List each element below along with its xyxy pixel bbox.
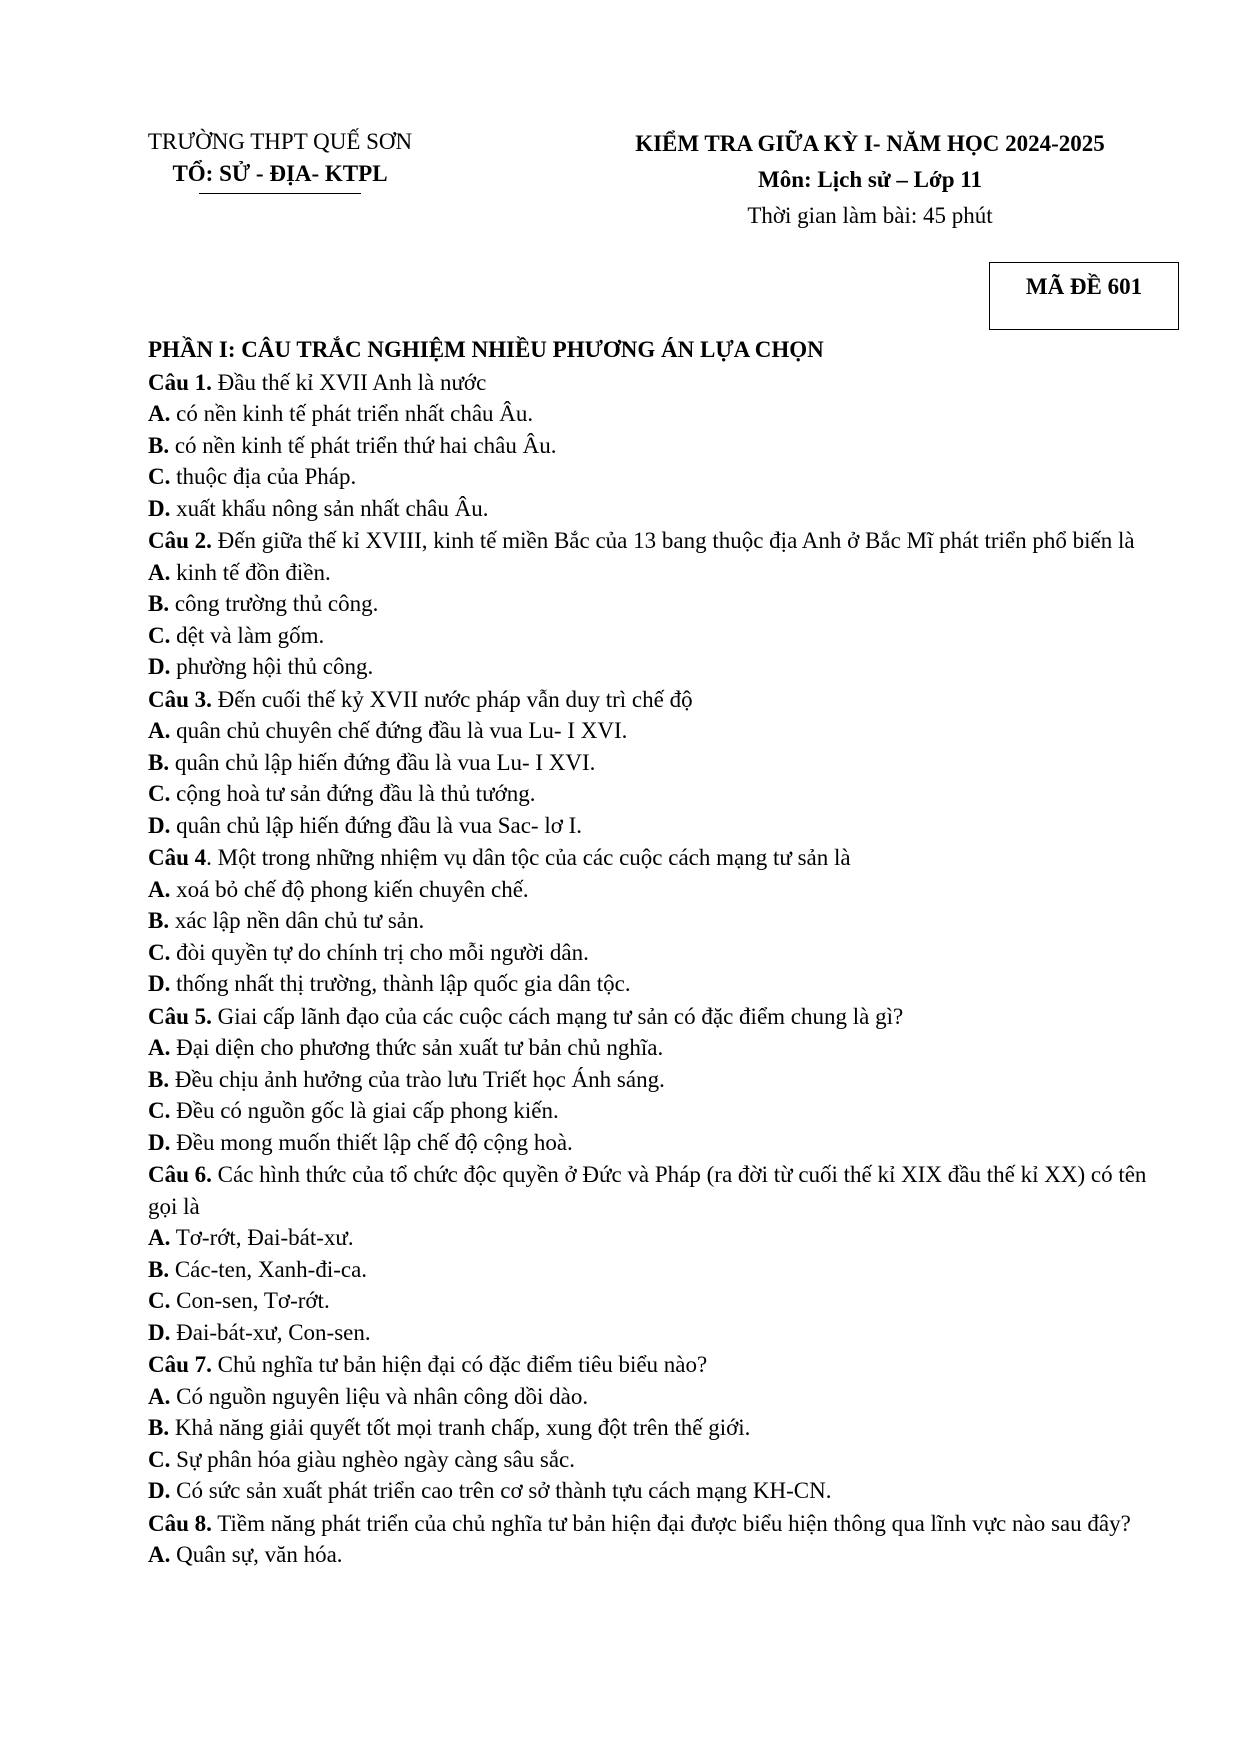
option-text: Đều chịu ảnh hưởng của trào lưu Triết học Ánh sáng. (169, 1066, 665, 1092)
option-letter: B. (148, 1415, 170, 1440)
option-text: quân chủ lập hiến đứng đầu là vua Sac- lơ I. (170, 812, 583, 838)
option-text: phường hội thủ công. (170, 654, 374, 679)
option-letter: A. (148, 401, 171, 426)
exam-code: MÃ ĐỀ 601 (1025, 274, 1143, 299)
option-letter: B. (148, 591, 170, 616)
answer-option (148, 715, 1148, 747)
option-letter: A. (148, 1542, 171, 1567)
option-text: công trường thủ công. (169, 591, 379, 616)
answer-option (148, 747, 1148, 779)
exam-code-box (989, 262, 1179, 330)
option-letter: D. (148, 495, 171, 521)
answer-option (148, 1032, 1148, 1064)
option-letter: C. (148, 622, 171, 648)
option-text: Sự phân hóa giàu nghèo ngày càng sâu sắc. (170, 1446, 576, 1472)
question-number: Câu 1. (148, 369, 212, 395)
option-letter: B. (148, 749, 170, 775)
option-letter: C. (148, 939, 171, 965)
option-text: xoá bỏ chế độ phong kiến chuyên chế. (170, 876, 529, 902)
option-text: Đai-bát-xư, Con-sen. (170, 1319, 371, 1345)
option-letter: A. (148, 876, 171, 902)
option-letter: D. (148, 1129, 171, 1155)
option-letter: D. (148, 1319, 171, 1345)
option-text: Đều có nguồn gốc là giai cấp phong kiến. (170, 1098, 559, 1123)
answer-option (148, 557, 1148, 589)
option-letter: A. (148, 559, 171, 585)
option-text: Quân sự, văn hóa. (170, 1542, 343, 1567)
option-text: thống nhất thị trường, thành lập quốc gia dân tộc. (170, 971, 631, 996)
answer-option (148, 968, 1148, 1000)
option-letter: A. (148, 1383, 171, 1409)
option-letter: B. (148, 432, 170, 458)
question-number: Câu 8. (148, 1510, 212, 1536)
option-letter: A. (148, 1225, 171, 1250)
option-letter: C. (148, 781, 171, 806)
answer-option (148, 937, 1148, 969)
section-title: PHẦN I: CÂU TRẮC NGHIỆM NHIỀU PHƯƠNG ÁN LỰA CHỌN (148, 337, 824, 362)
option-text: quân chủ lập hiến đứng đầu là vua Lu- I XVI. (169, 749, 596, 775)
question-2 (148, 525, 1148, 557)
option-letter: D. (148, 1478, 171, 1503)
question-text: Đến cuối thế kỷ XVII nước pháp vẫn duy trì chế độ (211, 686, 693, 712)
option-text: quân chủ chuyên chế đứng đầu là vua Lu- I XVI. (170, 718, 628, 743)
question-4 (148, 842, 1148, 874)
option-text: có nền kinh tế phát triển thứ hai châu Âu. (169, 432, 557, 458)
option-letter: C. (148, 1446, 171, 1472)
answer-option (148, 1127, 1148, 1159)
school-header (100, 126, 460, 194)
option-letter: C. (148, 1098, 171, 1123)
option-letter: D. (148, 654, 171, 679)
option-text: cộng hoà tư sản đứng đầu là thủ tướng. (170, 781, 536, 806)
question-text: Chủ nghĩa tư bản hiện đại có đặc điểm tiêu biểu nào? (211, 1352, 708, 1377)
question-6 (148, 1159, 1148, 1222)
answer-option (148, 1064, 1148, 1096)
question-5 (148, 1001, 1148, 1033)
exam-header (560, 126, 1180, 234)
option-letter: B. (148, 1066, 170, 1092)
option-text: có nền kinh tế phát triển nhất châu Âu. (170, 401, 534, 426)
question-number: Câu 3. (148, 686, 212, 712)
answer-option (148, 1095, 1148, 1127)
question-text: . Một trong những nhiệm vụ dân tộc của các cuộc cách mạng tư sản là (206, 845, 851, 870)
option-letter: B. (148, 1256, 170, 1282)
school-name: TRƯỜNG THPT QUẾ SƠN (147, 129, 413, 154)
answer-option (148, 1222, 1148, 1254)
answer-option (148, 1381, 1148, 1413)
question-text: Đến giữa thế kỉ XVIII, kinh tế miền Bắc của 13 bang thuộc địa Anh ở Bắc Mĩ phát triển phổ biến là (211, 528, 1135, 553)
option-text: Đều mong muốn thiết lập chế độ cộng hoà. (170, 1129, 573, 1155)
question-7 (148, 1349, 1148, 1381)
option-text: dệt và làm gốm. (170, 622, 325, 648)
question-3 (148, 684, 1148, 716)
answer-option (148, 620, 1148, 652)
option-text: kinh tế đồn điền. (170, 559, 331, 585)
answer-option (148, 1317, 1148, 1349)
question-number: Câu 5. (148, 1003, 212, 1029)
answer-option (148, 651, 1148, 683)
option-letter: B. (148, 908, 170, 933)
answer-option (148, 874, 1148, 906)
option-text: Có sức sản xuất phát triển cao trên cơ sở thành tựu cách mạng KH-CN. (170, 1478, 832, 1503)
answer-option (148, 778, 1148, 810)
answer-option (148, 493, 1148, 525)
question-text: Đầu thế kỉ XVII Anh là nước (211, 369, 487, 395)
answer-option (148, 1254, 1148, 1286)
question-number: Câu 4 (148, 845, 207, 870)
exam-subject: Môn: Lịch sử – Lớp 11 (758, 167, 982, 192)
answer-option (148, 1444, 1148, 1476)
option-text: Con-sen, Tơ-rớt. (170, 1288, 330, 1313)
answer-option (148, 1539, 1148, 1571)
question-list (148, 334, 1148, 1571)
option-text: xác lập nền dân chủ tư sản. (169, 908, 425, 933)
option-text: Tơ-rớt, Đai-bát-xư. (170, 1225, 354, 1250)
answer-option (148, 588, 1148, 620)
option-text: xuất khẩu nông sản nhất châu Âu. (170, 495, 489, 521)
question-text: Tiềm năng phát triển của chủ nghĩa tư bản hiện đại được biểu hiện thông qua lĩnh vực nào sau đây? (211, 1510, 1131, 1536)
option-letter: D. (148, 812, 171, 838)
answer-option (148, 1285, 1148, 1317)
option-text: đòi quyền tự do chính trị cho mỗi người dân. (170, 939, 589, 965)
question-number: Câu 6. (148, 1162, 212, 1187)
answer-option (148, 1412, 1148, 1444)
question-text: Giai cấp lãnh đạo của các cuộc cách mạng tư sản có đặc điểm chung là gì? (211, 1003, 904, 1029)
department-name: TỔ: SỬ - ĐỊA- KTPL (172, 161, 388, 186)
option-text: Có nguồn nguyên liệu và nhân công dồi dào. (170, 1383, 589, 1409)
option-letter: C. (148, 1288, 171, 1313)
option-text: Các-ten, Xanh-đi-ca. (169, 1256, 368, 1282)
exam-duration: Thời gian làm bài: 45 phút (747, 203, 993, 228)
option-letter: A. (148, 718, 171, 743)
answer-option (148, 905, 1148, 937)
option-letter: C. (148, 464, 171, 489)
answer-option (148, 398, 1148, 430)
question-number: Câu 7. (148, 1352, 212, 1377)
question-1 (148, 367, 1148, 399)
option-letter: A. (148, 1035, 171, 1060)
exam-title: KIỂM TRA GIỮA KỲ I- NĂM HỌC 2024-2025 (635, 131, 1105, 156)
option-text: Đại diện cho phương thức sản xuất tư bản chủ nghĩa. (170, 1035, 664, 1060)
answer-option (148, 1475, 1148, 1507)
answer-option (148, 461, 1148, 493)
option-text: thuộc địa của Pháp. (170, 464, 357, 489)
question-number: Câu 2. (148, 528, 212, 553)
question-text: Các hình thức của tổ chức độc quyền ở Đức và Pháp (ra đời từ cuối thế kỉ XIX đầu thế kỉ XX) có tên gọi là (148, 1162, 1147, 1219)
header-underline (199, 193, 361, 194)
answer-option (148, 810, 1148, 842)
option-letter: D. (148, 971, 171, 996)
question-8 (148, 1508, 1148, 1540)
option-text: Khả năng giải quyết tốt mọi tranh chấp, xung đột trên thế giới. (169, 1415, 751, 1440)
answer-option (148, 430, 1148, 462)
